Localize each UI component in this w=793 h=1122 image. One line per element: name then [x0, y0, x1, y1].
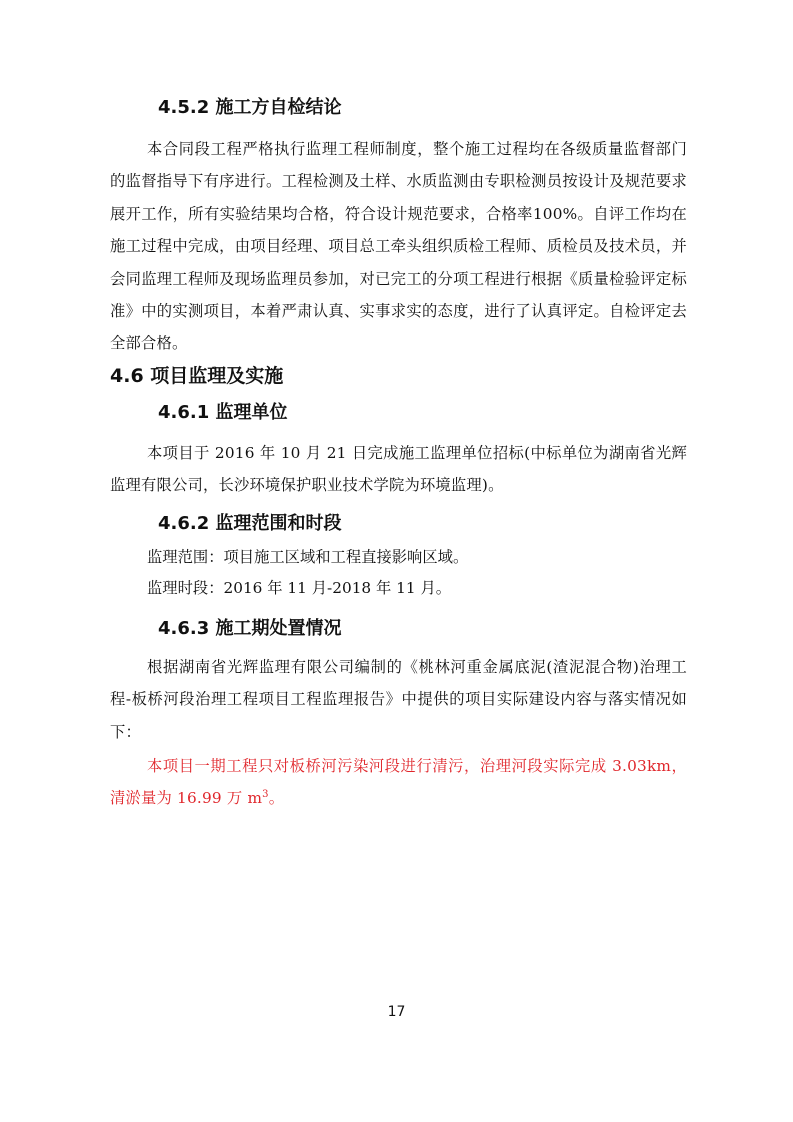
cubic-superscript: 3: [262, 789, 269, 801]
construction-disposal-paragraph: 根据湖南省光辉监理有限公司编制的《桃林河重金属底泥(渣泥混合物)治理工程-板桥河段治理工程项目工程监理报告》中提供的项目实际建设内容与落实情况如下：: [110, 658, 687, 741]
page-number: 17: [387, 1004, 406, 1020]
section-title-4-6: 4.6 项目监理及实施: [110, 365, 284, 387]
section-title-4-6-1: 4.6.1 监理单位: [158, 402, 288, 423]
highlight-end-text: 。: [268, 789, 285, 808]
highlighted-result-paragraph: [110, 750, 687, 815]
supervision-scope-line: 监理范围：项目施工区域和工程直接影响区域。: [147, 548, 469, 566]
highlight-main-text: 本项目一期工程只对板桥河污染河段进行清污，治理河段实际完成 3.03km，清淤量为 16.99 万 m: [110, 757, 687, 808]
section-title-4-5-2: 4.5.2 施工方自检结论: [158, 97, 342, 118]
supervision-unit-paragraph: 本项目于 2016 年 10 月 21 日完成施工监理单位招标(中标单位为湖南省光辉监理有限公司，长沙环境保护职业技术学院为环境监理)。: [110, 444, 687, 495]
supervision-period-line: 监理时段：2016 年 11 月-2018 年 11 月。: [147, 579, 452, 597]
section-title-4-6-2: 4.6.2 监理范围和时段: [158, 513, 342, 534]
section-title-4-6-3: 4.6.3 施工期处置情况: [158, 618, 342, 639]
self-check-conclusion-paragraph: 本合同段工程严格执行监理工程师制度，整个施工过程均在各级质量监督部门的监督指导下有序进行。工程检测及土样、水质监测由专职检测员按设计及规范要求展开工作，所有实验结果均合格，符合设计规范要求，合格率100%。自评工作均在施工过程中完成，由项目经理、项目总工牵头组织质检工程师、质检员及技术员，并会同监理工程师及现场监理员参加，对已完工的分项工程进行根据《质量检验评定标准》中的实测项目，本着严肃认真、实事求实的态度，进行了认真评定。自检评定去全部合格。: [110, 140, 687, 353]
